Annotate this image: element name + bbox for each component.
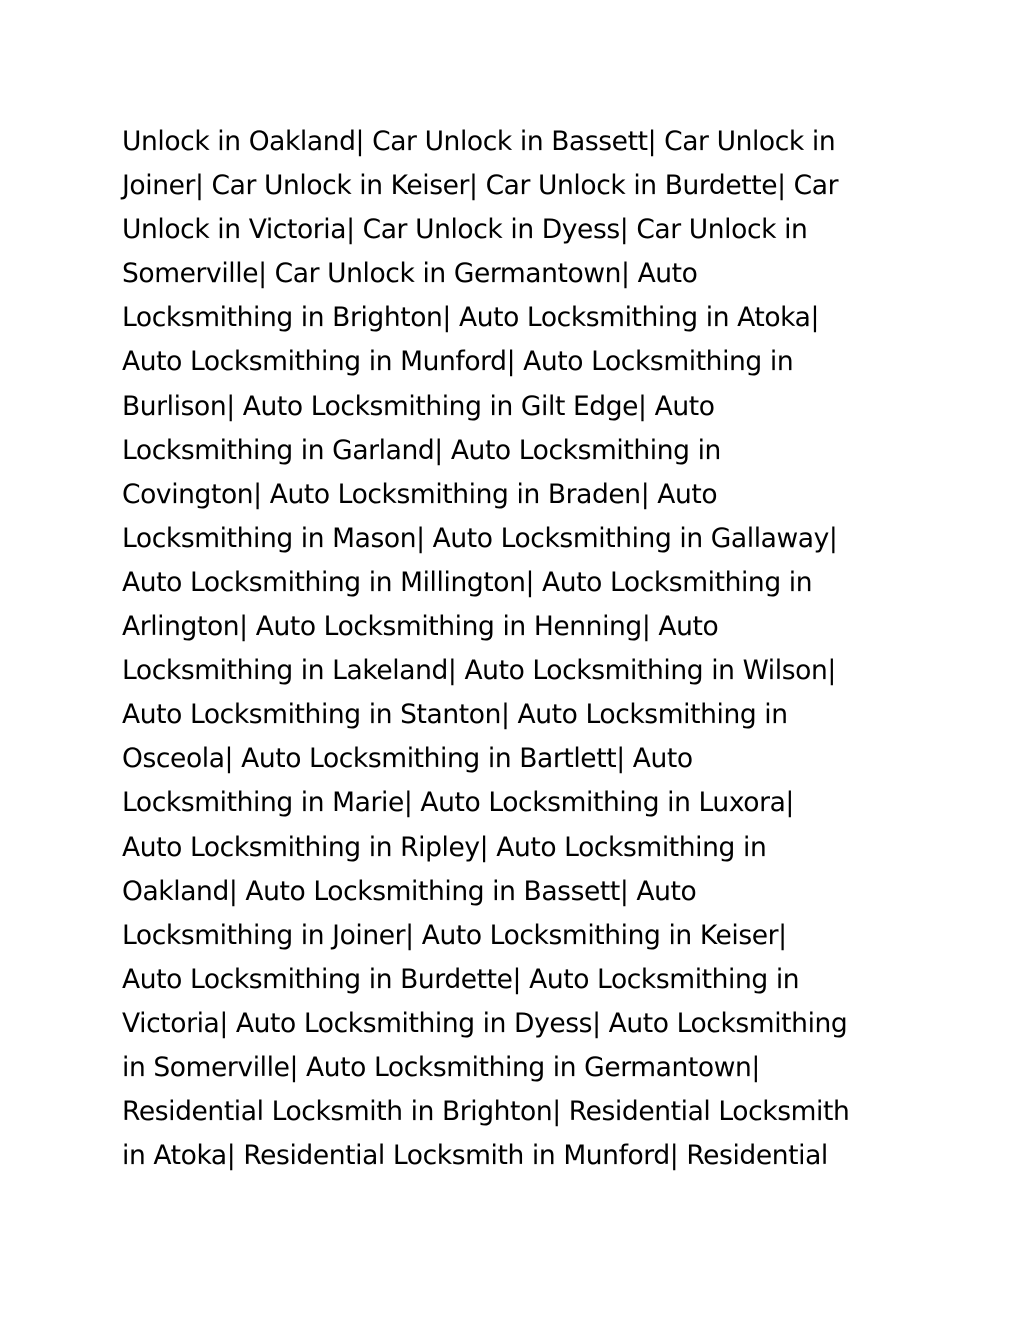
text-line: Unlock in Oakland| Car Unlock in Bassett| Car Unlock in	[122, 126, 836, 157]
text-line: Auto Locksmithing in Stanton| Auto Locksmithing in	[122, 699, 788, 731]
text-line: Unlock in Victoria| Car Unlock in Dyess| Car Unlock in	[122, 214, 808, 246]
text-line: Burlison| Auto Locksmithing in Gilt Edge| Auto	[122, 390, 715, 422]
text-line: in Somerville| Auto Locksmithing in Germantown|	[122, 1051, 760, 1083]
text-line: Residential Locksmith in Brighton| Residential Locksmith	[122, 1096, 850, 1128]
text-line: Joiner| Car Unlock in Keiser| Car Unlock in Burdette| Car	[122, 170, 839, 202]
text-line: Oakland| Auto Locksmithing in Bassett| Auto	[122, 875, 697, 907]
text-line: Victoria| Auto Locksmithing in Dyess| Auto Locksmithing	[122, 1007, 848, 1039]
text-line: Locksmithing in Mason| Auto Locksmithing in Gallaway|	[122, 522, 838, 554]
text-line: Auto Locksmithing in Millington| Auto Locksmithing in	[122, 566, 813, 598]
text-line: Locksmithing in Garland| Auto Locksmithing in	[122, 434, 721, 466]
text-line: Locksmithing in Brighton| Auto Locksmithing in Atoka|	[122, 302, 820, 334]
text-line: Osceola| Auto Locksmithing in Bartlett| Auto	[122, 743, 693, 775]
text-line: Arlington| Auto Locksmithing in Henning| Auto	[122, 611, 719, 643]
text-line: Auto Locksmithing in Ripley| Auto Locksmithing in	[122, 831, 767, 863]
body-text	[122, 120, 912, 1178]
text-line: Auto Locksmithing in Burdette| Auto Locksmithing in	[122, 963, 800, 995]
text-line: in Atoka| Residential Locksmith in Munford| Residential	[122, 1140, 828, 1172]
text-line: Auto Locksmithing in Munford| Auto Locksmithing in	[122, 346, 794, 378]
text-line: Locksmithing in Joiner| Auto Locksmithing in Keiser|	[122, 919, 787, 951]
text-line: Covington| Auto Locksmithing in Braden| Auto	[122, 478, 718, 510]
text-line: Locksmithing in Marie| Auto Locksmithing in Luxora|	[122, 787, 794, 819]
text-line: Locksmithing in Lakeland| Auto Locksmithing in Wilson|	[122, 655, 836, 687]
text-line: Somerville| Car Unlock in Germantown| Auto	[122, 258, 698, 290]
